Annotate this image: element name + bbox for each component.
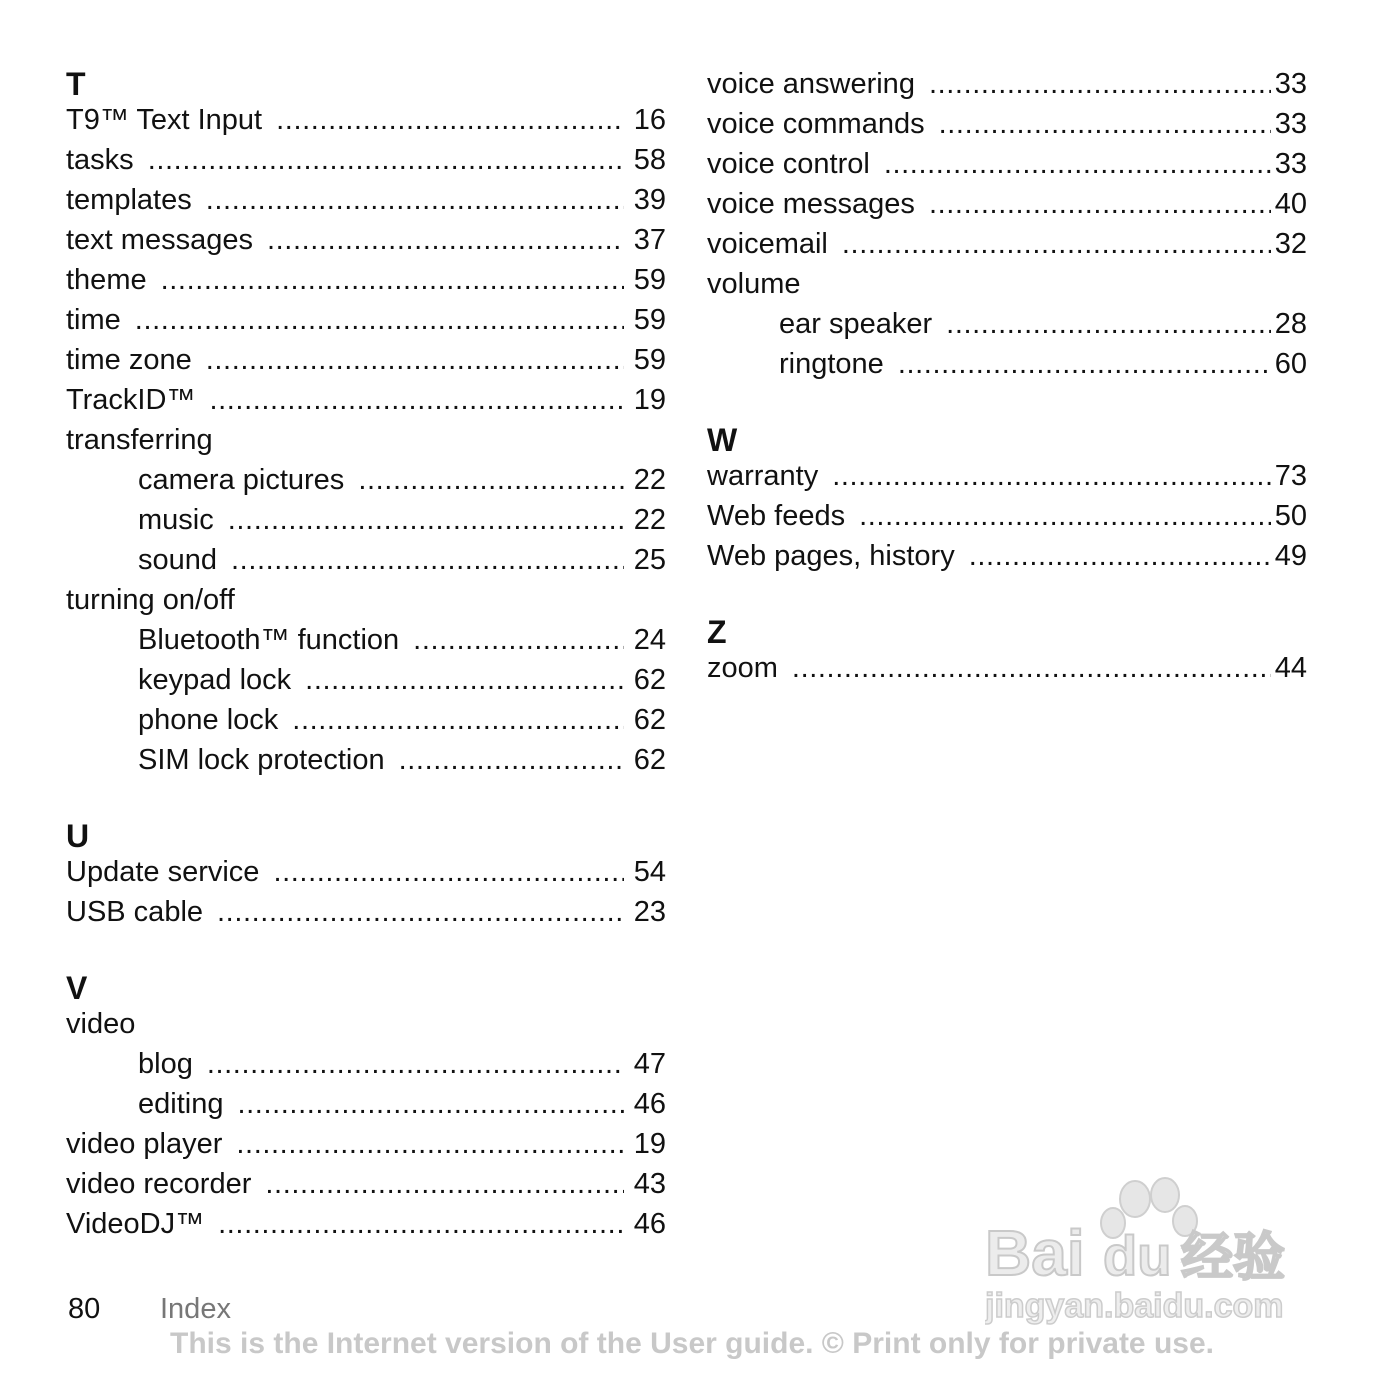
index-subentry	[138, 502, 666, 538]
index-entry-heading	[66, 1006, 666, 1042]
index-term: editing	[138, 1088, 224, 1120]
index-entry	[707, 66, 1307, 102]
index-term: Web feeds	[707, 500, 846, 532]
index-subentry	[138, 662, 666, 698]
index-term: camera pictures	[138, 464, 345, 496]
index-subentry	[138, 742, 666, 778]
index-term: templates	[66, 184, 192, 216]
page-ref: 46	[633, 1208, 666, 1240]
dot-leader	[276, 102, 624, 138]
page-ref: 47	[633, 1048, 666, 1080]
index-letter-z: Z	[707, 614, 727, 650]
page-ref: 28	[1274, 308, 1307, 340]
index-term: T9™ Text Input	[66, 104, 263, 136]
page-ref: 46	[633, 1088, 666, 1120]
page-ref: 33	[1274, 68, 1307, 100]
index-letter-u: U	[66, 818, 90, 854]
index-term: Web pages, history	[707, 540, 955, 572]
dot-leader	[135, 302, 624, 338]
dot-leader	[206, 342, 624, 378]
index-entry	[66, 854, 666, 890]
svg-text:jingyan.baidu.com: jingyan.baidu.com	[985, 1287, 1284, 1325]
page-ref: 59	[633, 304, 666, 336]
page-ref: 23	[633, 896, 666, 928]
page-ref: 33	[1274, 108, 1307, 140]
index-entry	[707, 650, 1307, 686]
index-term: video	[66, 1008, 136, 1040]
dot-leader	[842, 226, 1271, 262]
index-subentry	[138, 1086, 666, 1122]
page-ref: 62	[633, 664, 666, 696]
page-ref: 50	[1274, 500, 1307, 532]
index-term: keypad lock	[138, 664, 292, 696]
dot-leader	[884, 146, 1271, 182]
dot-leader	[929, 186, 1271, 222]
index-entry	[66, 142, 666, 178]
dot-leader	[413, 622, 624, 658]
index-entry	[66, 382, 666, 418]
index-subentry	[138, 1046, 666, 1082]
section-name: Index	[160, 1293, 231, 1325]
print-notice: This is the Internet version of the User guide. © Print only for private use.	[170, 1327, 1214, 1360]
page-ref: 32	[1274, 228, 1307, 260]
index-entry	[66, 1126, 666, 1162]
baidu-jingyan-watermark-logo	[985, 1175, 1305, 1325]
index-term: USB cable	[66, 896, 204, 928]
page-ref: 19	[633, 1128, 666, 1160]
index-term: Update service	[66, 856, 260, 888]
page-ref: 43	[633, 1168, 666, 1200]
dot-leader	[969, 538, 1271, 574]
page-ref: 22	[633, 504, 666, 536]
page-ref: 58	[633, 144, 666, 176]
index-term: SIM lock protection	[138, 744, 385, 776]
dot-leader	[217, 894, 624, 930]
index-letter-t: T	[66, 66, 86, 102]
dot-leader	[292, 702, 623, 738]
index-term: ringtone	[779, 348, 884, 380]
dot-leader	[305, 662, 624, 698]
page-ref: 62	[633, 704, 666, 736]
index-term: zoom	[707, 652, 778, 684]
index-entry	[66, 342, 666, 378]
dot-leader	[237, 1086, 623, 1122]
index-term: volume	[707, 268, 801, 300]
index-subentry	[138, 462, 666, 498]
dot-leader	[218, 1206, 624, 1242]
index-entry	[707, 458, 1307, 494]
index-term: phone lock	[138, 704, 279, 736]
index-entry	[707, 226, 1307, 262]
dot-leader	[859, 498, 1271, 534]
index-term: text messages	[66, 224, 253, 256]
index-term: ear speaker	[779, 308, 933, 340]
index-term: voicemail	[707, 228, 828, 260]
index-term: tasks	[66, 144, 134, 176]
dot-leader	[206, 182, 624, 218]
index-entry	[66, 262, 666, 298]
index-entry	[707, 538, 1307, 574]
dot-leader	[273, 854, 623, 890]
page-ref: 16	[633, 104, 666, 136]
page-ref: 59	[633, 344, 666, 376]
index-letter-w: W	[707, 422, 738, 458]
index-entry	[66, 1206, 666, 1242]
index-entry	[66, 182, 666, 218]
index-term: TrackID™	[66, 384, 196, 416]
page-ref: 25	[633, 544, 666, 576]
index-entry	[707, 146, 1307, 182]
index-term: blog	[138, 1048, 193, 1080]
dot-leader	[792, 650, 1271, 686]
dot-leader	[207, 1046, 624, 1082]
page-ref: 54	[633, 856, 666, 888]
index-entry-heading	[66, 582, 666, 618]
page-ref: 73	[1274, 460, 1307, 492]
index-entry-heading	[707, 266, 1307, 302]
index-term: video player	[66, 1128, 223, 1160]
page-ref: 19	[633, 384, 666, 416]
dot-leader	[929, 66, 1271, 102]
index-entry	[66, 1166, 666, 1202]
page-ref: 62	[633, 744, 666, 776]
index-subentry	[138, 702, 666, 738]
dot-leader	[231, 542, 624, 578]
page-ref: 44	[1274, 652, 1307, 684]
dot-leader	[832, 458, 1271, 494]
index-entry	[66, 302, 666, 338]
index-subentry	[779, 346, 1307, 382]
index-term: video recorder	[66, 1168, 252, 1200]
index-entry	[66, 102, 666, 138]
index-entry	[66, 222, 666, 258]
dot-leader	[946, 306, 1271, 342]
index-letter-v: V	[66, 970, 88, 1006]
index-term: Bluetooth™ function	[138, 624, 400, 656]
dot-leader	[267, 222, 624, 258]
dot-leader	[209, 382, 623, 418]
dot-leader	[265, 1166, 623, 1202]
index-term: time	[66, 304, 121, 336]
index-term: theme	[66, 264, 147, 296]
page-number: 80	[68, 1293, 101, 1325]
page-ref: 60	[1274, 348, 1307, 380]
svg-text:经验: 经验	[1181, 1228, 1286, 1288]
svg-text:Bai: Bai	[985, 1217, 1085, 1289]
dot-leader	[939, 106, 1271, 142]
index-term: warranty	[707, 460, 819, 492]
index-term: turning on/off	[66, 584, 235, 616]
dot-leader	[148, 142, 624, 178]
index-subentry	[138, 622, 666, 658]
index-entry	[707, 106, 1307, 142]
dot-leader	[236, 1126, 623, 1162]
page-ref: 33	[1274, 148, 1307, 180]
index-term: music	[138, 504, 214, 536]
svg-text:du: du	[1103, 1224, 1172, 1287]
index-entry	[707, 186, 1307, 222]
dot-leader	[898, 346, 1271, 382]
page-ref: 22	[633, 464, 666, 496]
index-entry	[66, 894, 666, 930]
page-ref: 39	[633, 184, 666, 216]
dot-leader	[161, 262, 624, 298]
index-term: voice control	[707, 148, 870, 180]
index-term: transferring	[66, 424, 213, 456]
index-entry-heading	[66, 422, 666, 458]
index-term: time zone	[66, 344, 192, 376]
index-subentry	[779, 306, 1307, 342]
page-ref: 24	[633, 624, 666, 656]
index-term: VideoDJ™	[66, 1208, 205, 1240]
dot-leader	[358, 462, 623, 498]
dot-leader	[399, 742, 624, 778]
index-term: voice answering	[707, 68, 915, 100]
page-ref: 37	[633, 224, 666, 256]
index-term: voice commands	[707, 108, 925, 140]
index-term: voice messages	[707, 188, 915, 220]
page-ref: 40	[1274, 188, 1307, 220]
page-ref: 49	[1274, 540, 1307, 572]
index-subentry	[138, 542, 666, 578]
index-term: sound	[138, 544, 218, 576]
index-entry	[707, 498, 1307, 534]
page-ref: 59	[633, 264, 666, 296]
dot-leader	[228, 502, 624, 538]
